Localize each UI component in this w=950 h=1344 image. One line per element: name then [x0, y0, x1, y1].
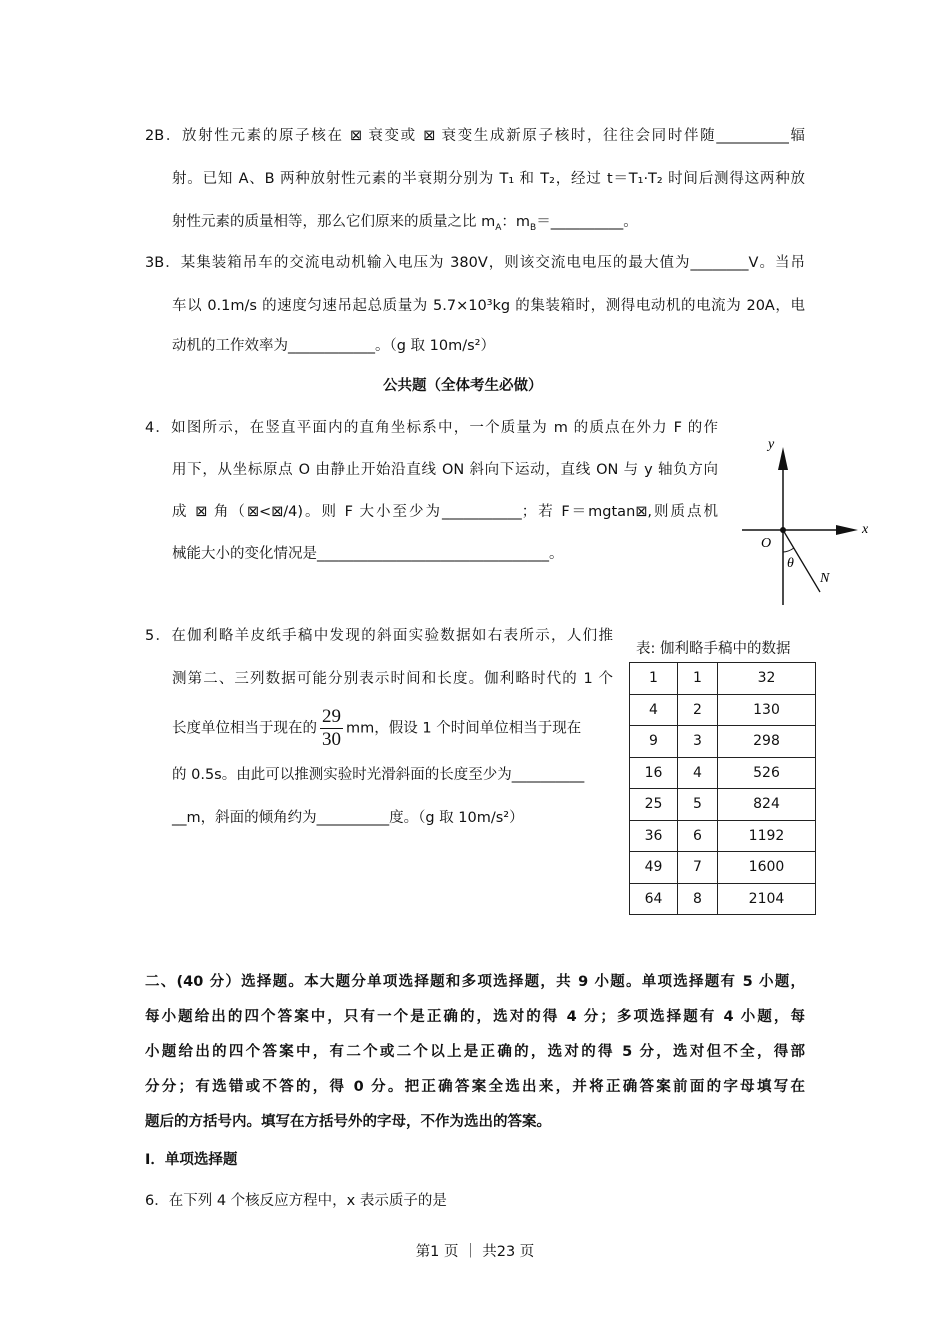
question-6: 6．在下列 4 个核反应方程中，x 表示质子的是 — [145, 1193, 447, 1209]
q2b-line-3c: ＝__________。 — [536, 214, 638, 230]
table-row — [630, 757, 816, 789]
section2-line-2: 每小题给出的四个答案中，只有一个是正确的，选对的得 4 分；多项选择题有 4 小题，每 — [145, 1009, 805, 1025]
table-cell: 25 — [630, 789, 678, 821]
theta-label: θ — [787, 556, 794, 571]
table-cell: 64 — [630, 883, 678, 915]
table-cell: 526 — [718, 757, 816, 789]
q5-line-3 — [172, 706, 581, 750]
table-cell: 32 — [718, 663, 816, 695]
table-cell: 36 — [630, 820, 678, 852]
fraction-denominator: 30 — [322, 729, 341, 750]
fraction — [320, 706, 343, 751]
y-label: y — [768, 437, 775, 452]
n-label: N — [820, 571, 830, 586]
q3b-line-1: 3B．某集装箱吊车的交流电动机输入电压为 380V，则该交流电电压的最大值为________V。当吊 — [145, 255, 805, 271]
q4-line-4: 械能大小的变化情况是________________________________。 — [172, 546, 564, 562]
table-cell: 49 — [630, 852, 678, 884]
table-cell: 7 — [678, 852, 718, 884]
table-cell: 6 — [678, 820, 718, 852]
q3b-line-2: 车以 0.1m/s 的速度匀速吊起总质量为 5.7×10³kg 的集装箱时，测得电动机的电流为 20A，电 — [172, 298, 805, 314]
q5-line-3a: 长度单位相当于现在的 — [172, 720, 317, 737]
q4-line-3: 成 ⊠ 角（⊠<⊠/4)。则 F 大小至少为___________；若 F＝mgtan⊠,则质点机 — [172, 504, 718, 520]
table-cell: 824 — [718, 789, 816, 821]
angle-arc — [783, 548, 794, 552]
q4-line-1: 4．如图所示，在竖直平面内的直角坐标系中，一个质量为 m 的质点在外力 F 的作 — [145, 420, 718, 436]
table-cell: 1 — [630, 663, 678, 695]
table-cell: 9 — [630, 726, 678, 758]
table-row — [630, 789, 816, 821]
q2b-line-3b: ：m — [501, 214, 531, 230]
table-cell: 16 — [630, 757, 678, 789]
table-cell: 4 — [630, 694, 678, 726]
table-row — [630, 820, 816, 852]
table-row — [630, 726, 816, 758]
table-row — [630, 663, 816, 695]
x-axis-arrow-icon — [836, 525, 858, 535]
table-cell: 1 — [678, 663, 718, 695]
sub-heading: Ⅰ．单项选择题 — [145, 1152, 238, 1168]
q5-line-3b: mm，假设 1 个时间单位相当于现在 — [346, 720, 582, 737]
section2-line-3: 小题给出的四个答案中，有二个或二个以上是正确的，选对的得 5 分，选对但不全，得部 — [145, 1044, 805, 1060]
q5-line-4: 的 0.5s。由此可以推测实验时光滑斜面的长度至少为__________ — [172, 767, 585, 783]
section2-line-4: 分分；有选错或不答的，得 0 分。把正确答案全选出来，并将正确答案前面的字母填写在 — [145, 1079, 805, 1095]
table-caption: 表: 伽利略手稿中的数据 — [636, 641, 791, 657]
q4-line-2: 用下，从坐标原点 O 由静止开始沿直线 ON 斜向下运动，直线 ON 与 y 轴负方向 — [172, 462, 718, 478]
table-row — [630, 852, 816, 884]
q3b-line-3: 动机的工作效率为____________。（g 取 10m/s²） — [172, 338, 495, 354]
q2b-line-1: 2B．放射性元素的原子核在 ⊠ 衰变或 ⊠ 衰变生成新原子核时，往往会同时伴随__________辐 — [145, 128, 805, 144]
table-cell: 3 — [678, 726, 718, 758]
q5-line-2: 测第二、三列数据可能分别表示时间和长度。伽利略时代的 1 个 — [172, 671, 613, 687]
q5-line-5: __m，斜面的倾角约为__________度。（g 取 10m/s²） — [172, 810, 524, 826]
table-cell: 1600 — [718, 852, 816, 884]
table-cell: 130 — [718, 694, 816, 726]
subscript-b: B — [530, 222, 537, 233]
subscript-a: A — [495, 222, 502, 233]
table-cell: 2104 — [718, 883, 816, 915]
q2b-line-2: 射。已知 A、B 两种放射性元素的半衰期分别为 T₁ 和 T₂，经过 t＝T₁·T₂ 时间后测得这两种放 — [172, 171, 805, 187]
q5-line-1: 5．在伽利略羊皮纸手稿中发现的斜面实验数据如右表所示，人们推 — [145, 628, 613, 644]
table-cell: 2 — [678, 694, 718, 726]
q2b-line-3a: 射性元素的质量相等，那么它们原来的质量之比 m — [172, 214, 496, 230]
section2-line-1: 二、(40 分）选择题。本大题分单项选择题和多项选择题，共 9 小题。单项选择题有 5 小题， — [145, 974, 805, 990]
page-footer: 第1 页 ｜ 共23 页 — [415, 1244, 535, 1260]
common-heading: 公共题（全体考生必做） — [383, 378, 543, 394]
galileo-data-table — [629, 662, 816, 915]
table-row — [630, 694, 816, 726]
x-label: x — [862, 522, 869, 537]
section2-line-5: 题后的方括号内。填写在方括号外的字母，不作为选出的答案。 — [145, 1114, 551, 1130]
y-axis-arrow-icon — [778, 447, 788, 470]
table-cell: 8 — [678, 883, 718, 915]
table-cell: 5 — [678, 789, 718, 821]
table-cell: 1192 — [718, 820, 816, 852]
table-cell: 298 — [718, 726, 816, 758]
table-cell: 4 — [678, 757, 718, 789]
table-row — [630, 883, 816, 915]
fraction-numerator: 29 — [322, 706, 341, 727]
origin-label: O — [761, 536, 772, 551]
